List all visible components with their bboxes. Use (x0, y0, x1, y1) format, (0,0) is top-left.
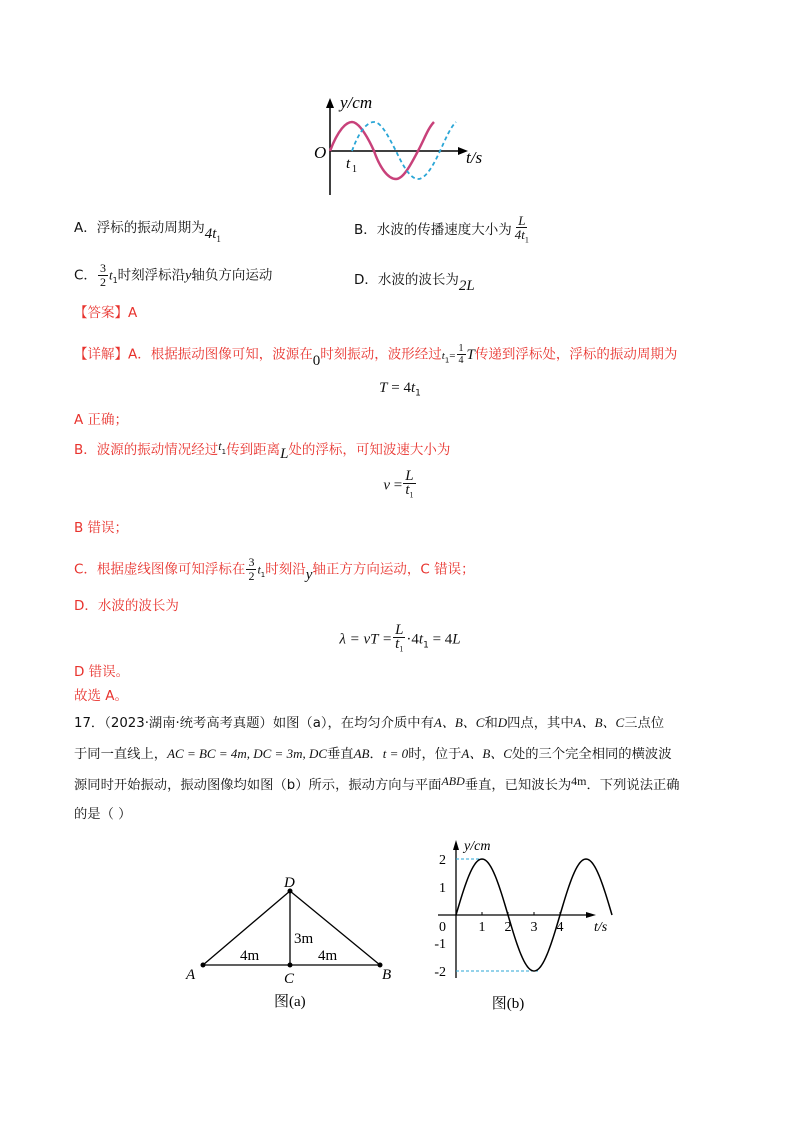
option-a-text: A．浮标的振动周期为 (74, 220, 205, 236)
label-c: C (284, 971, 295, 987)
fig-b-x-label: t/s (594, 920, 608, 935)
fig-b-ytick-0: 0 (439, 920, 446, 935)
option-a-math: 4t (204, 226, 217, 242)
fig-b-xtick-2: 2 (504, 920, 512, 935)
detail-line-c: C．根据虚线图像可知浮标在 $\frac{3}{2}$ $t_1$时刻沿y轴正方方向运动，C 错误； (74, 555, 475, 583)
detail-a-text3: 传递到浮标处，浮标的振动周期为 (474, 346, 678, 363)
label-a: A (186, 967, 196, 983)
label-d: D (284, 875, 295, 891)
fig-b-ytick-neg2: -2 (434, 965, 446, 980)
option-c-mid: 时刻浮标沿 (117, 267, 186, 284)
figure-b (420, 828, 620, 1018)
figure-b-caption: 图(b) (491, 996, 525, 1012)
detail-label: 【详解】 (74, 346, 128, 363)
label-b: B (382, 967, 392, 983)
option-a[interactable] (74, 218, 221, 243)
fig-b-xtick-1: 1 (478, 920, 486, 935)
b-wrong: B 错误； (74, 520, 129, 536)
q17-line4: 的是（ ） (74, 807, 132, 822)
a-correct: A 正确； (74, 412, 129, 428)
label-cb: 4m (318, 948, 338, 964)
fig-b-y-arrow (453, 840, 459, 850)
option-c-letter: C． (74, 267, 97, 284)
q17-line3: 源同时开始振动，振动图像均如图（b）所示，振动方向与平面ABD垂直，已知波长为4m．下列说法正确 (74, 774, 680, 793)
origin-label: O (314, 143, 327, 162)
fig-b-ytick-neg1: -1 (434, 937, 446, 952)
figure-a (178, 875, 398, 1015)
option-c-var-sub: 1 (112, 276, 118, 286)
t1-subscript: 1 (352, 164, 357, 175)
d-wrong: D 错误。 (74, 664, 130, 680)
option-c-var: t (108, 267, 113, 283)
detail-line-b: B．波源的振动情况经过$t_1$传到距离L处的浮标，可知波速大小为 (74, 439, 451, 462)
detail-a-zero: 0 (312, 352, 321, 369)
y-axis-label: y/cm (340, 93, 373, 112)
figure-a-caption: 图(a) (274, 994, 306, 1010)
option-d[interactable] (354, 270, 475, 294)
detail-a-text: A．根据振动图像可知，波源在 (128, 346, 313, 363)
point-c (288, 963, 293, 968)
equation-wavelength: λ = vT = $\frac{L}{t_1}$ $\cdot 4t_1 = 4L$ (339, 622, 461, 654)
option-b-text: B．水波的传播速度大小为 (354, 222, 512, 239)
y-axis-arrow (326, 98, 334, 108)
choose-line: 故选 A。 (74, 688, 129, 704)
fig-b-ytick-1: 1 (439, 881, 446, 896)
q17-line2: 于同一直线上，AC = BC = 4m, DC = 3m, DC垂直AB．t = 0时，位于A、B、C处的三个完全相同的横波波 (74, 746, 672, 762)
detail-line-a: 【详解】A．根据振动图像可知，波源在0时刻振动，波形经过$t_1=$ $\frac{1}{4}$ T传递到浮标处，浮标的振动周期为 (74, 343, 678, 369)
option-d-text: D．水波的波长为 (354, 272, 459, 288)
option-b-fraction: $\frac{L}{4t_1}$ (514, 213, 529, 245)
option-c-suffix: 轴负方向运动 (191, 267, 273, 284)
answer-line: 【答案】A (74, 305, 138, 321)
q17-line1: 17．（2023·湖南·统考高考真题）如图（a），在均匀介质中有A、B、C和D四点，其中A、B、C三点位 (74, 715, 665, 731)
t1-label: t (346, 156, 351, 172)
option-c[interactable] (74, 262, 272, 291)
fig-b-xtick-4: 4 (556, 920, 564, 935)
equation-period: $T = 4t_1$ (379, 380, 421, 399)
option-c-fraction: $\frac{3}{2}$ (99, 261, 106, 289)
t-axis-label: t/s (466, 148, 483, 167)
fig-b-ytick-2: 2 (439, 853, 446, 868)
option-c-axis: y (185, 268, 192, 284)
label-ac: 4m (240, 948, 260, 964)
fig-b-x-arrow (586, 912, 596, 918)
wave-graph (300, 90, 500, 200)
point-a (201, 963, 206, 968)
detail-line-d: D．水波的波长为 (74, 598, 179, 614)
option-a-sub: 1 (216, 233, 221, 244)
fig-b-y-label: y/cm (464, 839, 491, 854)
fig-b-xtick-3: 3 (530, 920, 538, 935)
option-b[interactable] (354, 214, 532, 246)
option-d-math: 2L (458, 278, 475, 294)
detail-a-text2: 时刻振动，波形经过 (320, 346, 442, 363)
equation-speed: v = $\frac{L}{t_1}$ (383, 468, 414, 500)
label-dc: 3m (294, 931, 314, 947)
